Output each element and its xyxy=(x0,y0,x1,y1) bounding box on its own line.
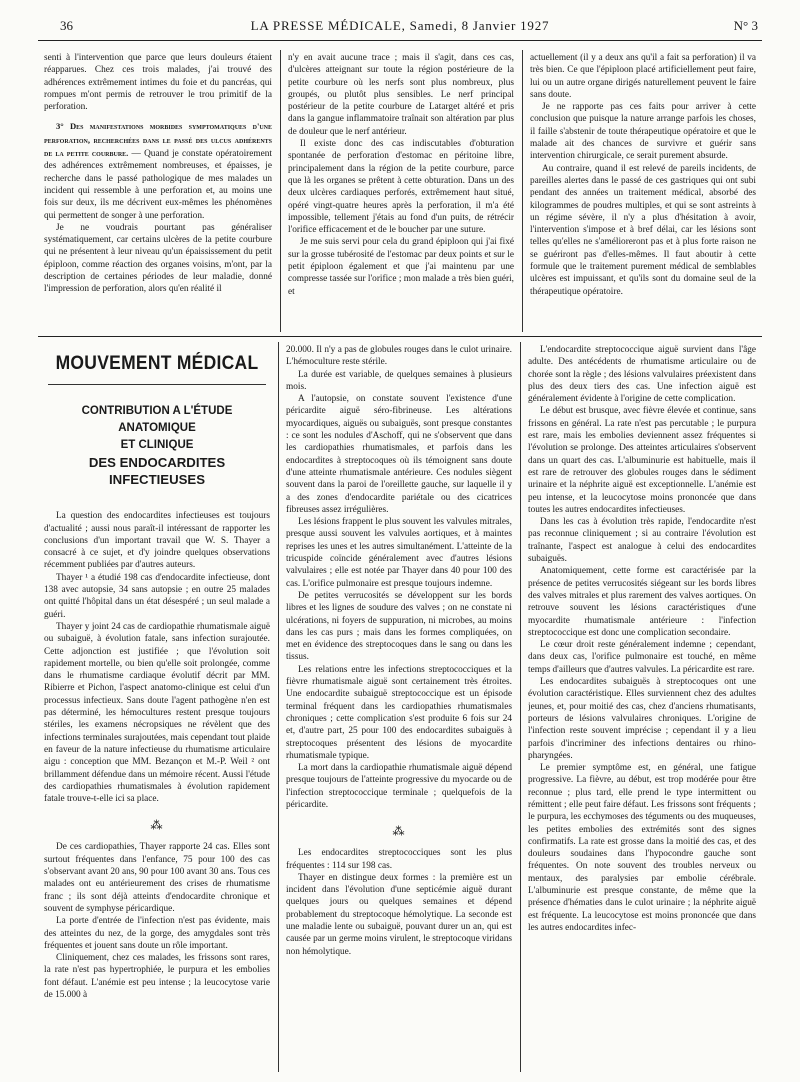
column-divider xyxy=(522,50,523,332)
column-divider xyxy=(520,342,521,1072)
paragraph xyxy=(528,516,756,565)
paragraph xyxy=(44,915,270,952)
paragraph xyxy=(44,222,272,296)
paragraph xyxy=(528,639,756,676)
paragraph xyxy=(286,344,512,369)
paragraph-text: Le début est brusque, avec fièvre élevée et continue, sans frissons en général. La rate n'est pas percutable ; le purpura est rare, mais les embolies deviennent assez fréquentes si l'évolution se prolonge. Des atteintes articulaires s'observent dans un quart des cas. L'albuminurie est habituelle, mais il est rare de retrouver des globules rouges dans le sédiment urinaire et la néphrite aiguë est exceptionnelle. L'anémie est peu intense, et la leucocytose moins prononcée que dans toutes les autres endocardites infectieuses. xyxy=(528,406,756,515)
section-break-stars: ⁂ xyxy=(392,824,406,839)
article-anatomy xyxy=(286,344,512,811)
paragraph-text: Le premier symptôme est, en général, une fatigue progressive. La fièvre, au début, est trop modérée pour être reconnue ; plus tard, elle prend le type intermittent ou rémittent ; elle peut faire défaut. Les frissons sont fréquents ; le purpura, les ecchymoses des téguments ou des muqueuses, les petites embolies des extrémités sont des signes confirmatifs. La rate est grosse dans la moitié des cas, et des douleurs soudaines dans l'hypocondre gauche sont fréquentes. On note souvent des troubles nerveux ou mentaux, des paralysies par embolie cérébrale. L'albuminurie est presque constante, de même que la présence d'hématies dans le culot urinaire ; la néphrite aiguë est fréquente. La leucocytose est moins prononcée que dans les autres endocardites infec- xyxy=(528,763,756,933)
paragraph xyxy=(528,405,756,516)
paragraph-text: n'y en avait aucune trace ; mais il s'agit, dans ces cas, d'ulcères atteignant sur toute la région postérieure de la petite courbure où les nerfs sont plus nombreux, plus groupés, ou plutôt plus sensibles. Le nerf principal postérieur de la petite courbure de Latarget altéré et pris dans la gangue inflammatoire traînait son altération par plus de douleur que le nerf antérieur. xyxy=(288,53,514,137)
paragraph xyxy=(286,516,512,590)
paragraph-text: Anatomiquement, cette forme est caractérisée par la présence de petites verrucosités siégeant sur les bords libres des valves mitrales et plus rarement des valves aortiques. On retrouve souvent les lésions caractéristiques d'une myocardite rhumatismale antérieure : l'infection streptococcique est donc une complication secondaire. xyxy=(528,566,756,638)
paragraph xyxy=(286,590,512,664)
paragraph-text: Les endocardites streptococciques sont les plus fréquentes : 114 sur 198 cas. xyxy=(286,848,512,871)
article-title-line-3: DES ENDOCARDITES INFECTIEUSES xyxy=(88,455,226,488)
paragraph-text: Cliniquement, chez ces malades, les frissons sont rares, la rate n'est pas hypertrophiée, le purpura et les embolies font défaut. L'anémie est peu intense ; la leucocytose varie de 15.000 à xyxy=(44,953,270,1000)
section-rubric: MOUVEMENT MÉDICAL xyxy=(55,353,259,374)
paragraph-text: Thayer en distingue deux formes : la première est un incident dans l'évolution d'une septicémie aiguë durant quelques jours ou quelques semaines et dépend probablement du streptocoque hémolytique. La seconde est une maladie lente ou subaiguë, pouvant durer un an, qui est causée par un germe moins virulent, le streptocoque viridans non hémolytique. xyxy=(286,872,512,957)
paragraph-text: Les lésions frappent le plus souvent les valvules mitrales, presque aussi souvent les valvules aortiques, et à maintes reprises les unes et les autres simultanément. L'atteinte de la tricuspide coïncide généralement avec d'autres lésions valvulaires ; elle est notée par Thayer dans 40 pour 100 des cas. L'orifice pulmonaire est presque toujours indemne. xyxy=(286,517,512,589)
paragraph-text: actuellement (il y a deux ans qu'il a fait sa perforation) il va très bien. Ce que l'épiploon placé artificiellement peut faire, lui ou un autre organe dirigés naturellement peuvent le faire sans doute. xyxy=(530,53,756,100)
paragraph-text: Il existe donc des cas indiscutables d'obturation spontanée de perforation d'estomac en péritoine libre, principalement dans la région de la petite courbure, parce que là les organes se prêtent à cette obturation. Dans un des deux ulcères cardiaques perforés, extrêmement haut situé, opéré vingt-quatre heures après la perforation, il m'a été impossible, tellement j'étais au fond d'un puits, de rétrécir l'orifice efficacement et de le boucher par une suture. xyxy=(288,139,514,236)
paragraph-text: Les endocardites subaiguës à streptocoques ont une évolution caractéristique. Elles surviennent chez des adultes jeunes, et, pour moitié des cas, chez d'anciens rhumatisants, porteurs de lésions valvulaires chroniques. L'origine de l'infection reste souvent imprécise ; cependant il y a lieu parfois d'incriminer des infections dentaires ou rhino-pharyngées. xyxy=(528,677,756,761)
paragraph-text: Je ne rapporte pas ces faits pour arriver à cette conclusion que puisque la nature arrange parfois les choses, il faille s'abstenir de toute thérapeutique opératoire et que le malade ait des chances de survivre et guérir sans intervention chirurgicale, ce serait purement absurde. xyxy=(530,102,756,162)
paragraph-text: Les relations entre les infections streptococciques et la fièvre rhumatismale aiguë sont certainement très étroites. Une endocardite subaiguë streptococcique est un épisode terminal fréquent dans les cardiopathies rhumatismales chroniques ; cette complication s'est produite 6 fois sur 24 et, d'autre part, 25 pour 100 des endocardites subaiguës à streptocoques présentent des lésions de myocardite rhumatismale typique. xyxy=(286,664,512,761)
paragraph-text: Au contraire, quand il est relevé de pareils incidents, de pareilles alertes dans le passé de ces gastriques qui ont subi pendant des années un traitement médical, absorbé des kilogrammes de poudres multiples, et qui se sont astreints à un régime sévère, il n'y a plus d'hésitation à avoir, l'intervention s'impose et à bref délai, car les lésions sont telles qu'elles ne s'amélioreront pas et à plus forte raison ne se guériront pas d'elles-mêmes. Il faut aboutir à cette formule que le traitement purement médical de semblables ulcères est impuissant, et qu'ils sont du domaine seul de la thérapeutique opératoire. xyxy=(530,163,756,297)
issue-number: N° 3 xyxy=(733,18,758,33)
paragraph xyxy=(44,510,270,571)
article-streptococcal xyxy=(286,847,512,958)
paragraph-text: Le cœur droit reste généralement indemne ; cependant, dans deux cas, l'orifice pulmonaire est touché, en même temps d'ailleurs que d'autres valvules. La péricardite est rare. xyxy=(528,640,756,675)
page-number: 36 xyxy=(60,18,73,33)
paragraph xyxy=(530,101,756,162)
paragraph xyxy=(286,369,512,394)
bottom-column-3 xyxy=(528,344,756,1072)
column-divider xyxy=(280,50,281,332)
paragraph xyxy=(288,236,514,297)
paragraph-text: 20.000. Il n'y a pas de globules rouges dans le culot urinaire. L'hémoculture reste stérile. xyxy=(286,345,512,368)
paragraph xyxy=(44,952,270,1001)
paragraph xyxy=(44,841,270,915)
paragraph-text: Thayer ¹ a étudié 198 cas d'endocardite infectieuse, dont 138 avec autopsie, 34 sans autopsie ; en outre 25 malades ont quitté l'hôpital dans un état désespéré ; un seul malade a guéri. xyxy=(44,572,270,620)
bottom-column-1 xyxy=(44,342,270,1072)
article-intro xyxy=(44,510,270,805)
paragraph xyxy=(530,52,756,101)
paragraph xyxy=(286,762,512,811)
paragraph-text: De ces cardiopathies, Thayer rapporte 24 cas. Elles sont surtout fréquentes dans l'enfance, 75 pour 100 des cas s'observant avant 20 ans, 90 pour 100 avant 30 ans. Tous ces malades ont eu antérieurement des crises de rhumatisme franc ; ils sont déjà atteints d'endocardite chronique et souvent de symphyse péricardique. xyxy=(44,842,270,914)
rubric-rule xyxy=(48,384,266,385)
journal-title: LA PRESSE MÉDICALE, Samedi, 8 Janvier 1927 xyxy=(250,18,550,33)
paragraph xyxy=(44,120,272,221)
paragraph xyxy=(530,163,756,298)
paragraph-text: A l'autopsie, on constate souvent l'existence d'une péricardite aiguë séro-fibrineuse. Les altérations myocardiques, aiguës ou subaiguës, sont presque constantes : ce sont les nodules d'Aschoff, qui ne s'observent que dans les cardiopathies rhumatismales, et parfois dans les endocardites à streptocoques où ils témoignent sans doute d'une atteinte rhumatismale antérieure. Ces nodules siègent souvent dans la paroi de l'oreillette gauche, sur laquelle il y a des zones d'endocardite pariétale ou des cicatrices fibreuses assez irrégulières. xyxy=(286,394,512,515)
paragraph-text: Dans les cas à évolution très rapide, l'endocardite n'est pas reconnue cliniquement ; si au contraire l'évolution est traînante, l'aspect est analogue à celui des endocardites subaiguës. xyxy=(528,517,756,565)
paragraph-text: Je me suis servi pour cela du grand épiploon qui j'ai fixé sur la grosse tubérosité de l'estomac par deux points et sur le petit épiploon également et que j'ai maintenu par une compresse tassée sur l'orifice ; mon malade a très bien guéri, et xyxy=(288,237,514,297)
page-header xyxy=(38,12,762,41)
section-divider xyxy=(38,336,762,337)
article-title-line-1: CONTRIBUTION A L'ÉTUDE ANATOMIQUE xyxy=(81,405,233,435)
top-column-2 xyxy=(288,52,514,330)
top-column-3 xyxy=(530,52,756,330)
paragraph-text: La durée est variable, de quelques semaines à plusieurs mois. xyxy=(286,369,512,392)
paragraph-lead: 3° Des manifestations morbides symptomatiques d'une perforation, recherchées dans le passé des ulcus adhérents de la petite courbure. xyxy=(44,121,272,159)
paragraph-text: Je ne voudrais pourtant pas généraliser systématiquement, car certains ulcères de la petite courbure qui ne présentent à leur niveau qu'un épaississement du petit épiploon, comme réaction des organes voisins, m'ont, par la description de certaines périodes de leur maladie, donné l'impression de perforation, alors qu'en réalité il xyxy=(44,222,272,295)
paragraph xyxy=(528,762,756,934)
paragraph xyxy=(286,664,512,762)
paragraph xyxy=(44,621,270,805)
paragraph xyxy=(528,344,756,405)
paragraph xyxy=(528,676,756,762)
paragraph-text: La porte d'entrée de l'infection n'est pas évidente, mais des atteintes du nez, de la gorge, des amygdales sont très fréquentes et jouent sans doute un rôle important. xyxy=(44,916,270,951)
paragraph-text: Thayer y joint 24 cas de cardiopathie rhumatismale aiguë ou subaiguë, à évolution fatale, sans infection surajoutée. Cette adjonction est justifiée ; que l'évolution soit rapidement mortelle, ou bien qu'elle soit prolongée, comme dans le rhumatisme cardiaque évolutif décrit par MM. Ribierre et Pichon, l'aspect anatomo-clinique est celui d'un processus infectieux. Sans doute l'agent pathogène n'en est pas déterminé, les hémocultures restent presque toujours stériles, les examens nécropsiques ne révèlent que des infections terminales surajoutées, mais cependant tout plaide en faveur de la nature infectieuse du rhumatisme articulaire aigu : conception que MM. Bezançon et M.-P. Weil ² ont brillamment défendue dans un mémoire récent. Aussi l'étude des cardiopathies rhumatismales à évolution rapidement fatale trouve-t-elle ici sa place. xyxy=(44,621,270,805)
bottom-column-2 xyxy=(286,344,512,1072)
paragraph-text: La mort dans la cardiopathie rhumatismale aiguë dépend presque toujours de l'atteinte progressive du myocarde ou de l'infection streptococcique terminale ; quelquefois de la péricardite. xyxy=(286,763,512,810)
paragraph xyxy=(44,572,270,621)
paragraph-text: De petites verrucosités se développent sur les bords libres et les lignes de soudure des valves ; on ne constate ni ulcérations, ni foyers de suppuration, ni microbes, au moins dans les cas purs ; mais dans les formes compliquées, on met en évidence des streptocoques dans le sang ou dans les tissus. xyxy=(286,590,512,663)
section-break-stars: ⁂ xyxy=(150,818,164,833)
paragraph-text: senti à l'intervention que parce que leurs douleurs étaient réapparues. Chez ces trois malades, j'ai trouvé des adhérences extrêmement intimes du foie et du pancréas, qui rompues m'ont permis de retrouver le trou primitif de la perforation. xyxy=(44,53,272,113)
article-cardiopathies xyxy=(44,841,270,1001)
column-divider xyxy=(278,342,279,1072)
paragraph-text: La question des endocardites infectieuses est toujours d'actualité ; aussi nous paraît-il intéressant de rapporter les conclusions d'un important travail que W. S. Thayer a consacré à ce sujet, et d'y joindre quelques observations récemment publiées par d'autres auteurs. xyxy=(44,511,270,571)
top-column-1 xyxy=(44,52,272,330)
paragraph-text: — Quand je constate opératoirement des adhérences extrêmement nombreuses, et épaisses, je recherche dans le passé pathologique de mes malades un incident qui ressemble à une perforation et, au moins une fois sur deux, ils me décrivent eux-mêmes les phénomènes qui permettent de songer à une perforation. xyxy=(44,149,272,221)
article-title-line-2: ET CLINIQUE xyxy=(120,439,194,452)
paragraph xyxy=(286,872,512,958)
paragraph-text: L'endocardite streptococcique aiguë survient dans l'âge adulte. Des antécédents de rhumatisme articulaire ou de chorée sont la règle ; des lésions valvulaires préexistent dans plus des deux tiers des cas. Une infection aiguë est généralement évidente à l'origine de cette complication. xyxy=(528,345,756,405)
paragraph xyxy=(44,52,272,113)
paragraph xyxy=(288,52,514,138)
paragraph xyxy=(288,138,514,236)
paragraph xyxy=(286,847,512,872)
paragraph xyxy=(286,393,512,516)
article-title xyxy=(44,403,270,488)
paragraph xyxy=(528,565,756,639)
